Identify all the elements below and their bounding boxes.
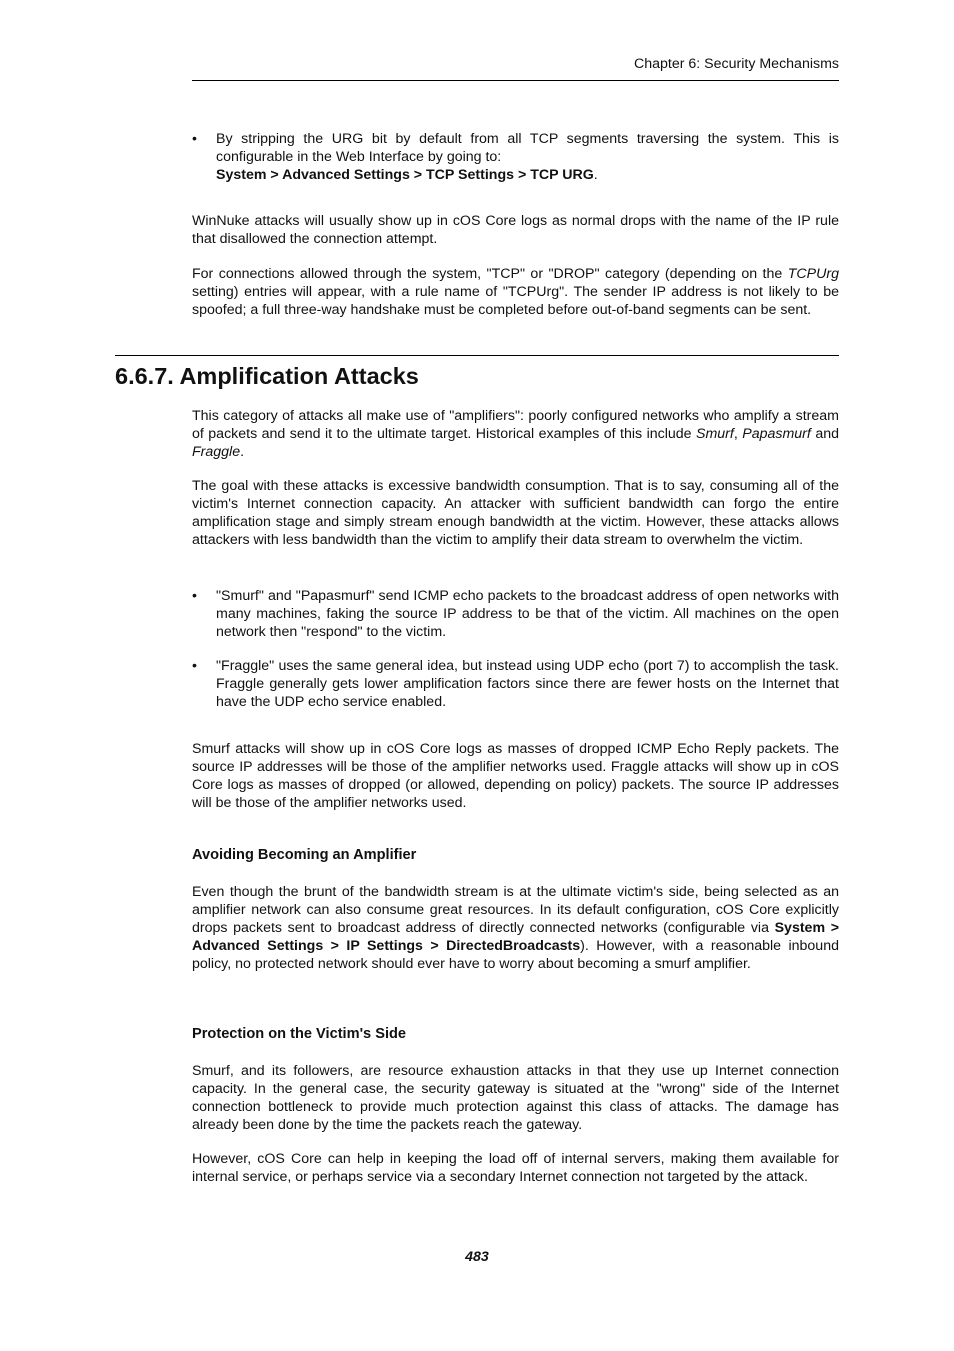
bullet-marker: • (192, 588, 197, 604)
section-rule (115, 355, 839, 356)
avoidance-text-1: Even though the brunt of the bandwidth stream is at the ultimate victim's side, being selected as an amplifier network can also consume great resources. In its default configuration, cOS Core explicitly drops packets sent to broadcast address of directly connected networks (configurable via (192, 884, 839, 936)
amplifier-avoidance-paragraph (192, 883, 839, 973)
victim-side-paragraph: Smurf, and its followers, are resource exhaustion attacks in that they use up Internet connection capacity. In the general case, the security gateway is situated at the "wrong" side of the Internet connection bottleneck to provide much protection against this class of attacks. The damage has already been done by the time the packets reach the gateway. (192, 1063, 839, 1133)
avoidance-text-2: ). However, with a reasonable inbound policy, no protected network should ever have to worry about becoming a smurf amplifier. (192, 938, 839, 972)
subsection-title: Avoiding Becoming an Amplifier (192, 847, 417, 863)
amplifiers-paragraph (192, 407, 839, 461)
menu-path: System > Advanced Settings > IP Settings > DirectedBroadcasts (192, 920, 839, 954)
winnuke-paragraph: WinNuke attacks will usually show up in cOS Core logs as normal drops with the name of the IP rule that disallowed the connection attempt. (192, 213, 839, 247)
section-title: 6.6.7. Amplification Attacks (115, 363, 419, 389)
subsection-title: Protection on the Victim's Side (192, 1026, 407, 1042)
bullet-text: "Fraggle" uses the same general idea, but instead using UDP echo (port 7) to accomplish the task. Fraggle generally gets lower amplification factors since there are fewer hosts on the Internet that have the UDP echo service enabled. (216, 658, 839, 710)
connections-text-1: For connections allowed through the system, "TCP" or "DROP" category (depending on the (192, 266, 788, 282)
goal-paragraph: The goal with these attacks is excessive bandwidth consumption. That is to say, consuming all of the victim's Internet connection capacity. An attacker with sufficient bandwidth can forgo the entire amplification stage and simply stream enough bandwidth at the victim. However, these attacks allows attackers with less bandwidth than the victim to amplify their data stream to overwhelm the victim. (192, 478, 839, 548)
smurf-logs-paragraph: Smurf attacks will show up in cOS Core logs as masses of dropped ICMP Echo Reply packets. The source IP addresses will be those of the amplifier networks used. Fraggle attacks will show up in cOS Core logs as masses of dropped (or allowed, depending on policy) packets. The source IP addresses will be those of the amplifier networks used. (192, 741, 839, 811)
running-header: Chapter 6: Security Mechanisms (633, 56, 839, 72)
bullet-text-body: By stripping the URG bit by default from all TCP segments traversing the system. This is configurable in the Web Interface by going to: (216, 131, 839, 165)
menu-path: System > Advanced Settings > TCP Settings > TCP URG (216, 167, 594, 183)
menu-path-end: . (593, 167, 598, 183)
header-rule (192, 80, 839, 81)
page-number: 483 (465, 1249, 489, 1265)
bullet-marker: • (192, 658, 197, 674)
fraggle-term: Fraggle (192, 444, 241, 460)
and-word: and (810, 426, 839, 442)
bullet-marker: • (192, 131, 197, 147)
tcpurg-setting: TCPUrg (787, 266, 839, 282)
amplifiers-text: This category of attacks all make use of "amplifiers": poorly configured networks who amplify a stream of packets and send it to the ultimate target. Historical examples of this include (192, 408, 839, 442)
smurf-term: Smurf (696, 426, 734, 442)
bullet-text (216, 130, 839, 184)
comma: , (733, 426, 743, 442)
period: . (240, 444, 245, 460)
bullet-text: "Smurf" and "Papasmurf" send ICMP echo packets to the broadcast address of open networks with many machines, faking the source IP address to be that of the victim. All machines on the open network then "respond" to the victim. (216, 588, 839, 640)
connections-text-2: setting) entries will appear, with a rule name of "TCPUrg". The sender IP address is not likely to be spoofed; a full three-way handshake must be completed before out-of-band segments can be sent. (192, 284, 839, 318)
papasmurf-term: Papasmurf (742, 426, 811, 442)
connections-paragraph (192, 265, 839, 319)
load-offload-paragraph: However, cOS Core can help in keeping the load off of internal servers, making them available for internal service, or perhaps service via a secondary Internet connection not targeted by the attack. (192, 1151, 839, 1185)
